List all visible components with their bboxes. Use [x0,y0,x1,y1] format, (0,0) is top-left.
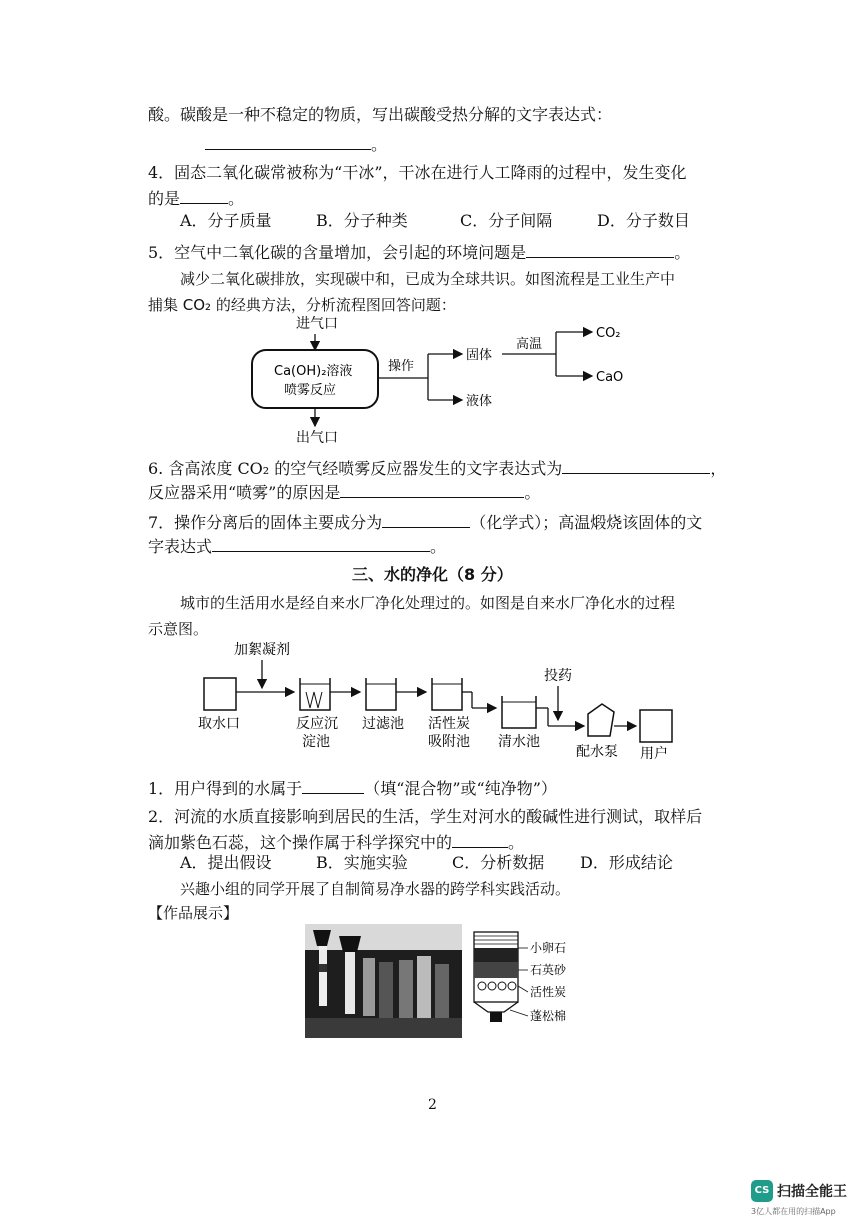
cao-label: CaO [596,370,624,385]
option-d: D．形成结论 [580,853,673,872]
filter-label: 过滤池 [362,716,404,732]
sub-question-2-cont: 滴加紫色石蕊，这个操作属于科学探究中的 。 [148,830,524,854]
intro-paragraph-cont: 捕集 CO₂ 的经典方法，分析流程图回答问题： [148,296,456,314]
carbon-label-1: 活性炭 [428,716,470,732]
liquid-label: 液体 [466,394,493,409]
filter-label-sand: 石英砂 [530,963,567,977]
option-c: C．分析数据 [452,853,545,872]
filter-label-cotton: 蓬松棉 [530,1009,567,1023]
intro-paragraph: 减少二氧化碳排放，实现碳中和，已成为全球共识。如图流程是工业生产中 [180,270,676,288]
pump-shape [588,704,614,736]
question-6-cont: 反应器采用“喷雾”的原因是 。 [148,480,540,504]
question-6: 6. 含高浓度 CO₂ 的空气经喷雾反应器发生的文字表达式为 ， [148,456,726,480]
camscanner-logo: CS [751,1180,773,1202]
coagulant-label: 加絮凝剂 [234,642,290,658]
option-a: A．分子质量 [180,211,272,230]
intake-label: 取水口 [198,716,240,732]
clear-tank-label: 清水池 [498,734,540,750]
sub-question-2: 2．河流的水质直接影响到居民的生活，学生对河水的酸碱性进行测试，取样后 [148,807,703,826]
purifier-photo [305,924,462,1038]
section-heading: 三、水的净化（8 分） [352,565,513,584]
spray-reactor-box [252,350,378,408]
intake-box [204,678,236,710]
option-b: B．实施实验 [316,853,408,872]
reactor-label-1: Ca(OH)₂溶液 [274,364,353,379]
water-treatment-diagram [190,636,680,766]
filter-label-pebbles: 小卵石 [530,941,567,955]
reaction-tank-label-1: 反应沉 [296,716,338,732]
user-label: 用户 [640,746,668,762]
operation-label: 操作 [388,359,415,374]
sub-question-1: 1．用户得到的水属于 （填“混合物”或“纯净物”） [148,776,557,800]
co2-capture-flowchart [240,312,660,452]
high-temp-label: 高温 [516,337,543,352]
solid-label: 固体 [466,348,493,363]
co2-label: CO₂ [596,326,621,341]
inlet-label: 进气口 [296,316,338,332]
user-box [640,710,672,742]
pump-label: 配水泵 [576,744,618,760]
page-number: 2 [428,1097,437,1113]
question-7-cont: 字表达式 。 [148,534,446,558]
camscanner-watermark [751,1180,859,1218]
option-d: D．分子数目 [597,211,690,230]
question-5: 5．空气中二氧化碳的含量增加，会引起的环境问题是 。 [148,240,690,264]
question-4: 4．固态二氧化碳常被称为“干冰”，干冰在进行人工降雨的过程中，发生变化 [148,163,687,182]
option-b: B．分子种类 [316,211,408,230]
camscanner-name: 扫描全能王 [777,1184,847,1200]
outlet-label: 出气口 [296,430,338,446]
activity-intro: 兴趣小组的同学开展了自制简易净水器的跨学科实践活动。 [180,880,571,898]
water-intro-cont: 示意图。 [148,620,209,638]
dosing-label: 投药 [544,668,572,684]
question-7: 7．操作分离后的固体主要成分为 （化学式）；高温煅烧该固体的文 [148,510,702,534]
text-line: 酸。碳酸是一种不稳定的物质，写出碳酸受热分解的文字表达式： [148,105,613,124]
camscanner-tagline: 3亿人都在用的扫描App [751,1207,836,1216]
option-a: A．提出假设 [180,853,272,872]
option-c: C．分子间隔 [460,211,553,230]
filter-schematic [470,926,580,1038]
question-4-cont: 的是 。 [148,186,244,210]
water-intro: 城市的生活用水是经自来水厂净化处理过的。如图是自来水厂净化水的过程 [180,594,676,612]
reactor-label-2: 喷雾反应 [284,383,337,398]
carbon-label-2: 吸附池 [428,734,470,750]
answer-line: 。 [205,132,387,156]
reaction-tank-label-2: 淀池 [302,734,330,750]
filter-label-carbon: 活性炭 [530,985,567,999]
works-heading: 【作品展示】 [148,904,239,922]
